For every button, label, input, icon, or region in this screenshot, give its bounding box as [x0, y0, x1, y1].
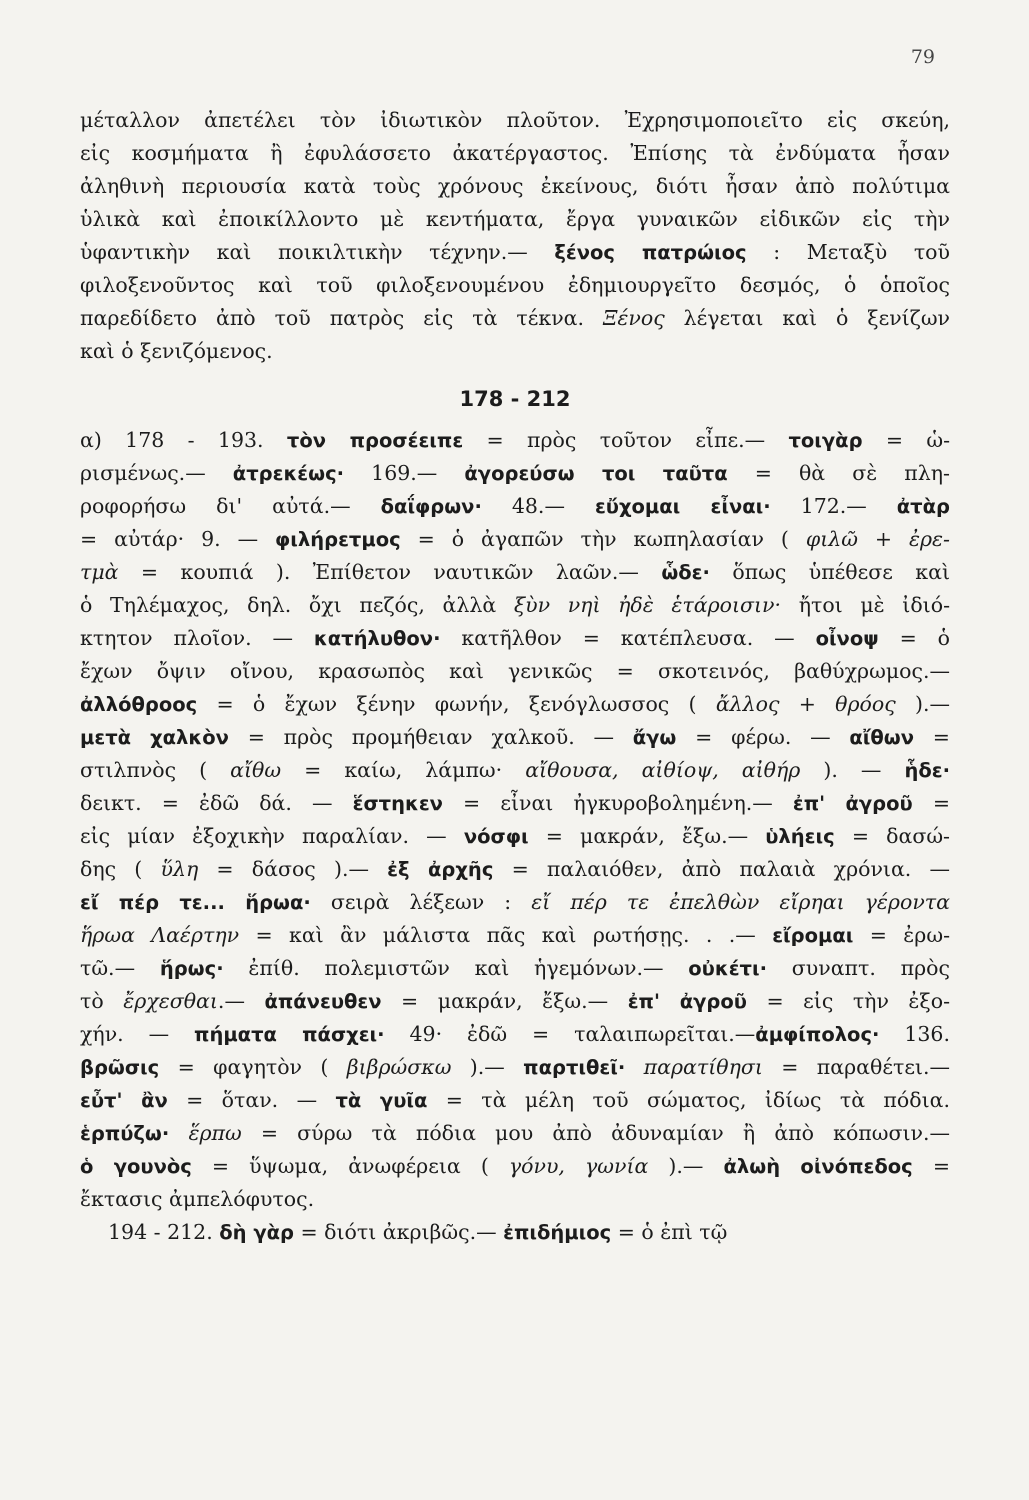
quoted-word: αἴθουσα, αἰθίοψ, αἰθήρ: [525, 758, 801, 782]
lemma: νόσφι: [463, 825, 529, 848]
gloss-text: = παραθέτει.—: [762, 1055, 950, 1079]
gloss-text: = εἰς τὴν ἐξο-: [746, 989, 950, 1013]
gloss-text: α) 178 - 193.: [80, 428, 287, 452]
gloss-text: = δάσος ).—: [198, 857, 388, 881]
gloss-text: = ὁ ἔχων ξένην φωνήν, ξενόγλωσσος (: [197, 692, 716, 716]
lemma: οὐκέτι·: [688, 957, 768, 980]
gloss-text: 169.—: [344, 461, 465, 485]
gloss-text: =: [912, 791, 950, 815]
text-line: [80, 787, 950, 820]
gloss-text: κατῆλθον = κατέπλευσα. —: [440, 626, 816, 650]
gloss-text: φιλοξενοῦντος καὶ τοῦ φιλοξενουμένου ἐδημιουργεῖτο δεσμός, ὁ ὁποῖος: [80, 273, 950, 297]
text-line: [80, 853, 950, 886]
page-text: [80, 104, 950, 1249]
lemma: ἕστηκεν: [352, 792, 443, 815]
quoted-word: αἴθω: [230, 758, 282, 782]
lemma: παρτιθεῖ·: [523, 1056, 626, 1079]
gloss-text: = τὰ μέλη τοῦ σώματος, ἰδίως τὰ πόδια.: [427, 1088, 950, 1112]
lemma: ὁ γουνὸς: [80, 1155, 192, 1178]
gloss-text: ).—: [451, 1055, 524, 1079]
commentary-body: [80, 424, 950, 1249]
gloss-text: = παλαιόθεν, ἀπὸ παλαιὰ χρόνια. —: [493, 857, 951, 881]
gloss-text: δεικτ. = ἐδῶ δά. —: [80, 791, 353, 815]
gloss-text: = σύρω τὰ πόδια μου ἀπὸ ἀδυναμίαν ἢ ἀπὸ κόπωσιν.—: [241, 1121, 950, 1145]
text-line: [80, 490, 950, 523]
gloss-text: = διότι ἀκριβῶς.—: [293, 1220, 504, 1244]
gloss-text: σειρὰ λέξεων :: [310, 890, 532, 914]
quoted-word: ἕρπω: [188, 1121, 242, 1145]
gloss-text: 136.: [879, 1022, 950, 1046]
text-line: [80, 919, 950, 952]
gloss-text: ). —: [800, 758, 905, 782]
lemma: ἐπ' ἀγροῦ: [627, 990, 747, 1013]
lemma: αἴθων: [849, 726, 915, 749]
text-line: [80, 236, 950, 269]
quoted-word: γόνυ, γωνία: [508, 1154, 649, 1178]
gloss-text: ἀληθινὴ περιουσία κατὰ τοὺς χρόνους ἐκείνους, διότι ἦσαν ἀπὸ πολύτιμα: [80, 174, 950, 198]
gloss-text: 172.—: [770, 494, 897, 518]
quoted-word: ἄλλος + θρόος: [715, 692, 896, 716]
gloss-text: ὑφαντικὴν καὶ ποικιλτικὴν τέχνην.—: [80, 240, 555, 264]
gloss-text: καὶ ὁ ξενιζόμενος.: [80, 339, 273, 363]
lemma: ἧδε·: [904, 759, 950, 782]
text-line: [80, 886, 950, 919]
gloss-text: στιλπνὸς (: [80, 758, 231, 782]
page-number: 79: [910, 46, 935, 68]
section-heading: 178 - 212: [459, 387, 571, 411]
text-line: [80, 1084, 950, 1117]
lemma: ἐξ ἀρχῆς: [387, 858, 494, 881]
gloss-text: = αὐτάρ· 9. —: [80, 527, 276, 551]
gloss-text: =: [912, 1154, 951, 1178]
gloss-text: = ὁ ἀγαπῶν τὴν κωπηλασίαν (: [400, 527, 806, 551]
gloss-text: = καίω, λάμπω·: [281, 758, 526, 782]
gloss-text: τὸ: [80, 989, 124, 1013]
lemma: ἥρως·: [159, 957, 224, 980]
gloss-text: = πρὸς προμήθειαν χαλκοῦ. —: [228, 725, 633, 749]
gloss-text: = πρὸς τοῦτον εἶπε.—: [463, 428, 789, 452]
gloss-text: = ἐρω-: [853, 923, 951, 947]
text-line: [80, 523, 950, 556]
lemma: τὸν προσέειπε: [286, 429, 464, 452]
gloss-text: ὅπως ὑπέθεσε καὶ: [709, 560, 950, 584]
gloss-text: = εἶναι ἠγκυροβολημένη.—: [442, 791, 793, 815]
gloss-text: = μακράν, ἔξω.—: [381, 989, 628, 1013]
lemma: πήματα πάσχει·: [194, 1023, 385, 1046]
gloss-text: = θὰ σὲ πλη-: [727, 461, 950, 485]
gloss-text: εἰς μίαν ἐξοχικὴν παραλίαν. —: [80, 824, 464, 848]
gloss-text: χήν. —: [80, 1022, 195, 1046]
text-line: [80, 754, 950, 787]
quoted-word: ξὺν νηὶ ἠδὲ ἑτάροισιν·: [513, 593, 782, 617]
text-line: [80, 203, 950, 236]
text-line: [80, 985, 950, 1018]
gloss-text: ρισμένως.—: [80, 461, 233, 485]
gloss-text: =: [914, 725, 950, 749]
lemma: ἀγορεύσω τοι ταῦτα: [464, 462, 728, 485]
gloss-text: = ὁ ἐπὶ τῷ: [611, 1220, 728, 1244]
gloss-text: = φέρω. —: [676, 725, 850, 749]
lemma: ὧδε·: [661, 561, 710, 584]
gloss-text: τῶ.—: [80, 956, 160, 980]
gloss-text: .—: [217, 989, 265, 1013]
quoted-word: βιβρώσκω: [346, 1055, 452, 1079]
text-line: [80, 1117, 950, 1150]
gloss-text: = δασώ-: [834, 824, 950, 848]
text-line: [80, 104, 950, 137]
gloss-text: : Μεταξὺ τοῦ: [746, 240, 950, 264]
intro-paragraph: [80, 104, 950, 368]
gloss-text: ).—: [895, 692, 951, 716]
text-line: [80, 424, 950, 457]
lemma: ἄγω: [632, 726, 677, 749]
text-line: [80, 622, 950, 655]
gloss-text: = ὕψωμα, ἀνωφέρεια (: [191, 1154, 509, 1178]
gloss-text: ροφορήσω δι' αὐτά.—: [80, 494, 381, 518]
gloss-text: = ὡ-: [862, 428, 951, 452]
gloss-text: ἐπίθ. πολεμιστῶν καὶ ἡγεμόνων.—: [223, 956, 689, 980]
gloss-text: = ὁ: [878, 626, 951, 650]
quoted-word: τμὰ: [80, 560, 119, 584]
gloss-text: 49· ἐδῶ = ταλαιπωρεῖται.—: [384, 1022, 756, 1046]
lemma: μετὰ χαλκὸν: [80, 726, 229, 749]
lemma: ξένος πατρώιος: [554, 241, 747, 264]
lemma: ἀτὰρ: [896, 495, 950, 518]
gloss-text: 48.—: [481, 494, 595, 518]
gloss-text: ὑλικὰ καὶ ἐποικίλλοντο μὲ κεντήματα, ἔργα γυναικῶν εἰδικῶν εἰς τὴν: [80, 207, 950, 231]
gloss-text: κτητον πλοῖον. —: [80, 626, 314, 650]
text-line: [80, 1018, 950, 1051]
lemma: τὰ γυῖα: [335, 1089, 428, 1112]
lemma: ἀλωὴ οἰνόπεδος: [723, 1155, 913, 1178]
lemma: εὔχομαι εἶναι·: [594, 495, 771, 518]
gloss-text: = καὶ ἂν μάλιστα πᾶς καὶ ρωτήσῃς. . .—: [239, 923, 773, 947]
quoted-word: εἴ πέρ τε ἐπελθὼν εἴρηαι γέροντα: [531, 890, 950, 914]
gloss-text: = φαγητὸν (: [159, 1055, 347, 1079]
lemma: ἐπ' ἀγροῦ: [792, 792, 913, 815]
gloss-text: = κουπιά ). Ἐπίθετον ναυτικῶν λαῶν.—: [118, 560, 662, 584]
gloss-text: [169, 1121, 188, 1145]
gloss-text: μέταλλον ἀπετέλει τὸν ἰδιωτικὸν πλοῦτον. Ἐχρησιμοποιεῖτο εἰς σκεύη,: [80, 108, 950, 132]
quoted-word: Ξένος: [603, 306, 665, 330]
gloss-text: δης (: [80, 857, 161, 881]
text-line: [80, 1150, 950, 1183]
text-line: [80, 170, 950, 203]
text-line: [80, 589, 950, 622]
gloss-text: ).—: [648, 1154, 724, 1178]
text-line: [80, 721, 950, 754]
gloss-text: = ὅταν. —: [167, 1088, 336, 1112]
gloss-text: παρεδίδετο ἀπὸ τοῦ πατρὸς εἰς τὰ τέκνα.: [80, 306, 603, 330]
lemma: ἀλλόθροος: [80, 693, 198, 716]
gloss-text: συναπτ. πρὸς: [767, 956, 950, 980]
text-line: [80, 1216, 950, 1249]
quoted-word: φιλῶ + ἐρε-: [805, 527, 950, 551]
quoted-word: παρατίθησι: [643, 1055, 763, 1079]
text-line: [80, 688, 950, 721]
lemma: δὴ γὰρ: [219, 1221, 294, 1244]
lemma: εἴ πέρ τε... ἥρωα·: [80, 891, 311, 914]
quoted-word: ἥρωα Λαέρτην: [80, 923, 240, 947]
text-line: [80, 1051, 950, 1084]
gloss-text: εἰς κοσμήματα ἢ ἐφυλάσσετο ἀκατέργαστος. Ἐπίσης τὰ ἐνδύματα ἦσαν: [80, 141, 950, 165]
lemma: εἴρομαι: [772, 924, 854, 947]
lemma: βρῶσις: [80, 1056, 160, 1079]
lemma: ἑρπύζω·: [80, 1122, 170, 1145]
gloss-text: ὁ Τηλέμαχος, δηλ. ὄχι πεζός, ἀλλὰ: [80, 593, 514, 617]
text-line: [80, 1183, 950, 1216]
lemma: ἀτρεκέως·: [232, 462, 345, 485]
lemma: δαΐφρων·: [380, 495, 482, 518]
lemma: τοιγὰρ: [788, 429, 863, 452]
lemma: κατήλυθον·: [313, 627, 441, 650]
gloss-text: = μακράν, ἔξω.—: [528, 824, 766, 848]
lemma: ὑλήεις: [765, 825, 835, 848]
gloss-text: 194 - 212.: [108, 1220, 220, 1244]
text-line: [80, 457, 950, 490]
lemma: ἀπάνευθεν: [264, 990, 382, 1013]
text-line: [80, 952, 950, 985]
text-line: [80, 137, 950, 170]
text-line: [80, 269, 950, 302]
text-line: [80, 820, 950, 853]
gloss-text: λέγεται καὶ ὁ ξενίζων: [664, 306, 951, 330]
text-line: [80, 335, 950, 368]
text-line: [80, 302, 950, 335]
lemma: ἐπιδήμιος: [503, 1221, 612, 1244]
lemma: οἶνοψ: [815, 627, 879, 650]
text-line: [80, 655, 950, 688]
quoted-word: ἔρχεσθαι: [123, 989, 218, 1013]
gloss-text: ἤτοι μὲ ἰδιό-: [781, 593, 950, 617]
text-line: [80, 556, 950, 589]
lemma: φιλήρετμος: [275, 528, 401, 551]
gloss-text: [625, 1055, 643, 1079]
lemma: ἀμφίπολος·: [755, 1023, 880, 1046]
gloss-text: ἔκτασις ἀμπελόφυτος.: [80, 1187, 315, 1211]
quoted-word: ὕλη: [160, 857, 199, 881]
lemma: εὖτ' ἂν: [80, 1089, 168, 1112]
gloss-text: ἔχων ὄψιν οἴνου, κρασωπὸς καὶ γενικῶς = σκοτεινός, βαθύχρωμος.—: [80, 659, 950, 683]
